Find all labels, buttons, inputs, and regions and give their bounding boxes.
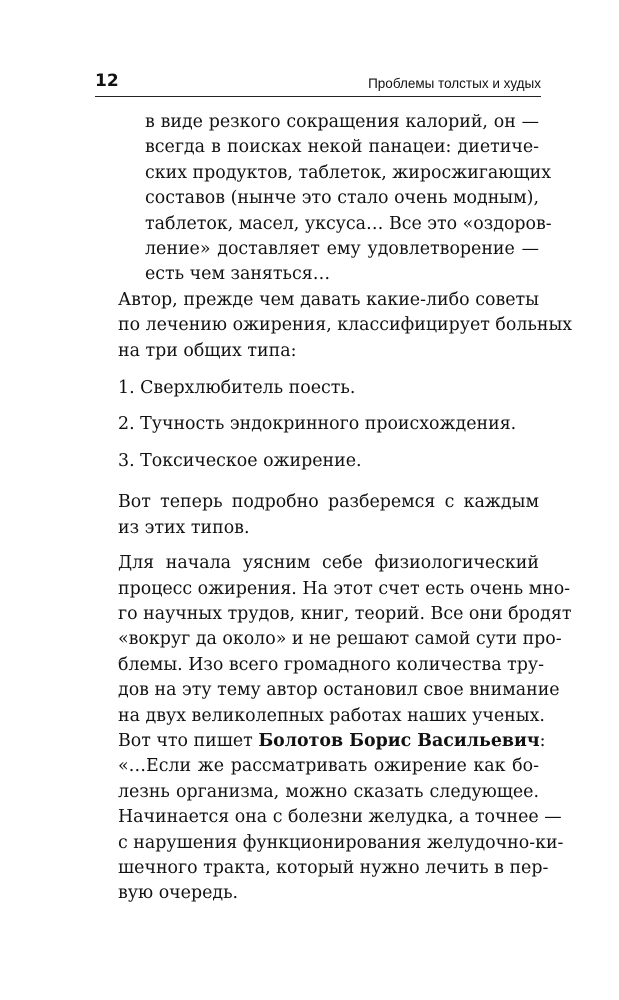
author-name: Болотов Борис Васильевич — [258, 730, 540, 751]
text-line: Начинается она с болезни желудка, а точнее — — [118, 807, 562, 828]
text-line: ских продуктов, таблеток, жиросжигающих — [145, 162, 551, 183]
text-line: Вот теперь подробно разберемся с каждым — [118, 492, 539, 513]
obesity-types-list — [118, 376, 539, 474]
header-rule — [95, 96, 541, 97]
text-line: шечного тракта, который нужно лечить в пер- — [118, 857, 549, 878]
list-item: 3. Токсическое ожирение. — [118, 450, 362, 471]
paragraph-types — [118, 490, 539, 541]
text-line: в виде резкого сокращения калорий, он — — [145, 112, 539, 132]
running-title: Проблемы толстых и худых — [368, 76, 541, 91]
paragraph-author-intro — [118, 729, 546, 754]
quote-continuation — [145, 110, 552, 288]
intro-prefix: Вот что пишет — [118, 730, 259, 751]
text-line: го научных трудов, книг, теорий. Все они бродят — [118, 603, 572, 624]
paragraph-quote — [118, 754, 564, 906]
text-line: есть чем заняться… — [145, 264, 331, 285]
text-line: Для начала уясним себе физиологический — [118, 553, 539, 574]
intro-suffix: : — [539, 730, 546, 751]
text-line: вую очередь. — [118, 883, 239, 904]
text-line: составов (нынче это стало очень модным), — [145, 188, 539, 209]
text-line: лезнь организма, можно сказать следующее. — [118, 781, 539, 802]
list-item: 2. Тучность эндокринного происхождения. — [118, 414, 517, 435]
text-line: «…Если же рассматривать ожирение как бо- — [118, 756, 539, 777]
text-line: блемы. Изо всего громадного количества тру- — [118, 654, 544, 675]
text-line: по лечению ожирения, классифицирует больных — [118, 315, 573, 336]
paragraph-physiology — [118, 551, 572, 729]
text-line: Автор, прежде чем давать какие-либо советы — [118, 289, 539, 310]
page-number: 12 — [95, 71, 119, 91]
text-line: процесс ожирения. На этот счет есть очень мно- — [118, 578, 571, 599]
text-line — [118, 729, 546, 754]
paragraph-classification — [118, 288, 573, 364]
text-line: ление» доставляет ему удовлетворение — — [145, 239, 539, 260]
text-line: дов на эту тему автор остановил свое внимание — [118, 680, 560, 701]
page-body — [118, 110, 573, 907]
text-line: с нарушения функционирования желудочно-ки- — [118, 832, 564, 853]
text-line: всегда в поисках некой панацеи: диетиче- — [145, 137, 539, 158]
text-line: «вокруг да около» и не решают самой сути про- — [118, 629, 562, 650]
text-line: на двух великолепных работах наших ученых. — [118, 705, 545, 726]
list-item: 1. Сверхлюбитель поесть. — [118, 378, 356, 399]
text-line: на три общих типа: — [118, 340, 297, 361]
text-line: из этих типов. — [118, 517, 250, 538]
text-line: таблеток, масел, уксуса… Все это «оздоров- — [145, 213, 552, 234]
